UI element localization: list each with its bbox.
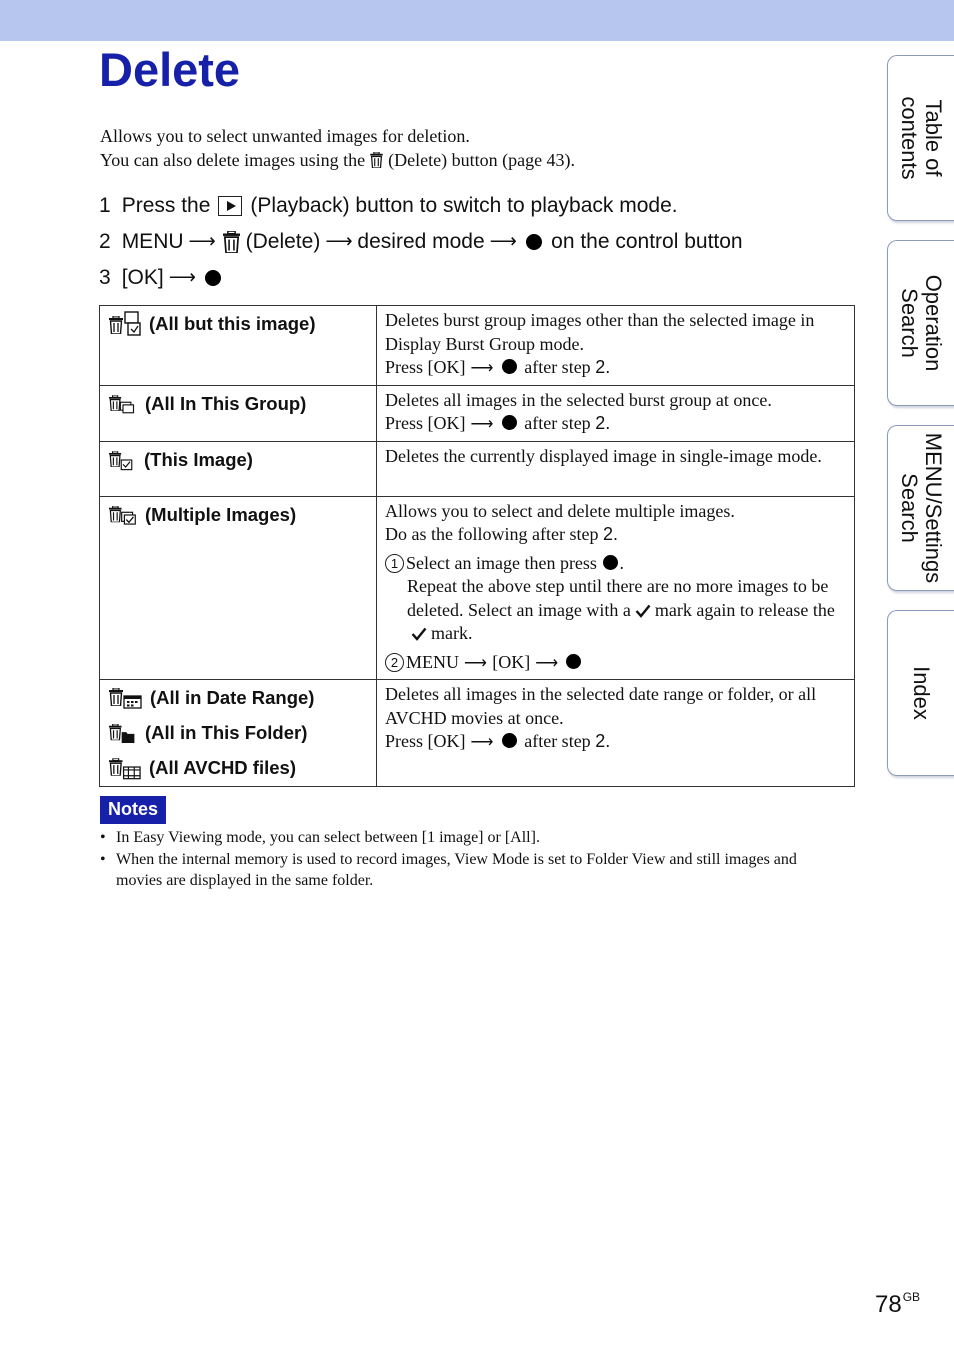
- step-ref: 2.: [595, 413, 611, 433]
- press-ok: Press [OK]: [385, 357, 466, 377]
- mode-cell: [100, 680, 377, 787]
- press-ok: Press [OK]: [385, 731, 466, 751]
- mode-item: [100, 306, 376, 338]
- control-center-dot-icon: [502, 359, 517, 374]
- description-text: Deletes all images in the selected date range or folder, or all AVCHD movies at once.: [385, 684, 817, 728]
- arrow-icon: ⟶: [470, 733, 494, 751]
- arrow-icon: ⟶: [470, 415, 494, 433]
- tab-menu-settings-search[interactable]: [887, 425, 954, 591]
- mode-cell: [100, 306, 377, 386]
- step-number: 3: [99, 266, 111, 289]
- step-ref: 2.: [602, 524, 618, 544]
- tab-label: Search: [897, 473, 922, 543]
- after-step-text: Do as the following after step: [385, 524, 599, 544]
- intro-line-2-pre: You can also delete images using the: [100, 150, 366, 170]
- tab-label: Operation: [921, 274, 946, 372]
- delete-all-avchd-icon: [109, 754, 142, 782]
- step-2-mode: desired mode: [357, 230, 485, 253]
- mode-label: (All but this image): [149, 313, 316, 334]
- top-banner: [0, 0, 954, 41]
- substep-1: 1 Select an image then press .: [385, 552, 846, 576]
- mode-label: (All in This Folder): [145, 722, 308, 743]
- substep-1-detail-mid: mark again to release the: [654, 599, 835, 620]
- press-ok-line: [385, 730, 846, 755]
- table-row: [100, 496, 855, 680]
- mode-item: [100, 750, 376, 782]
- step-1-post: (Playback) button to switch to playback mode.: [250, 194, 678, 217]
- intro-line-2-post: (Delete) button (page 43).: [388, 150, 576, 170]
- circled-number-2-icon: 2: [385, 653, 404, 672]
- mode-label: (This Image): [144, 448, 253, 470]
- step-3-ok: [OK]: [121, 266, 164, 289]
- mode-cell: [100, 441, 377, 496]
- mode-cell: [100, 496, 377, 680]
- page-suffix: GB: [902, 1290, 921, 1304]
- page-number-value: 78: [875, 1291, 902, 1318]
- check-mark-icon: [411, 627, 427, 641]
- tab-label: Table of: [921, 99, 946, 177]
- after-step: after step: [524, 731, 591, 751]
- arrow-icon: ⟶: [535, 653, 559, 672]
- mode-label: (Multiple Images): [145, 503, 297, 525]
- table-row: [100, 306, 855, 386]
- mode-item: [100, 715, 376, 747]
- control-center-dot-icon: [502, 415, 517, 430]
- arrow-icon: ⟶: [464, 653, 488, 672]
- step-2-menu: MENU: [121, 230, 184, 253]
- mode-item: [100, 680, 376, 712]
- description-cell: [377, 385, 855, 441]
- mode-item: [100, 386, 376, 418]
- intro-line-2: [100, 148, 575, 172]
- note-item: • When the internal memory is used to record images, View Mode is set to Folder View and still images and movies are displayed in the same folder.: [100, 849, 845, 892]
- substep-2-menu: MENU: [406, 651, 459, 672]
- tab-label: contents: [897, 96, 922, 180]
- press-ok-line: [385, 356, 846, 381]
- page-number: [875, 1290, 920, 1319]
- page-title: Delete: [99, 43, 241, 96]
- step-ref: 2.: [595, 357, 611, 377]
- tab-table-of-contents[interactable]: [887, 55, 954, 221]
- table-row: [100, 441, 855, 496]
- tab-label: Search: [897, 288, 922, 358]
- mode-label: (All in Date Range): [150, 687, 315, 708]
- arrow-icon: ⟶: [188, 231, 216, 252]
- substep-2-ok: [OK]: [492, 651, 531, 672]
- delete-all-in-date-range-icon: [109, 684, 143, 712]
- delete-this-image-icon: [109, 446, 137, 474]
- step-1: [99, 188, 743, 224]
- control-center-dot-icon: [205, 270, 221, 286]
- steps: [99, 188, 743, 296]
- trash-icon: [223, 231, 240, 253]
- check-mark-icon: [635, 604, 651, 618]
- press-ok: Press [OK]: [385, 413, 466, 433]
- intro-line-1: Allows you to select unwanted images for deletion.: [100, 126, 470, 146]
- after-step: after step: [524, 413, 591, 433]
- control-center-dot-icon: [526, 234, 542, 250]
- delete-all-but-this-icon: [109, 310, 141, 338]
- description-text: Deletes burst group images other than the selected image in Display Burst Group mode.: [385, 310, 815, 354]
- note-item: • In Easy Viewing mode, you can select between [1 image] or [All].: [100, 827, 845, 849]
- description-text: Deletes the currently displayed image in single-image mode.: [385, 445, 822, 466]
- tab-operation-search[interactable]: [887, 240, 954, 406]
- delete-modes-table: [99, 305, 855, 787]
- step-2-control: on the control button: [551, 230, 743, 253]
- step-3: [99, 260, 743, 296]
- table-row: [100, 385, 855, 441]
- description-cell: [377, 306, 855, 386]
- step-1-pre: Press the: [121, 194, 211, 217]
- intro: [100, 124, 575, 172]
- step-2: [99, 224, 743, 260]
- circled-number-1-icon: 1: [385, 554, 404, 573]
- step-ref: 2.: [595, 731, 611, 751]
- substep-1-detail: [385, 575, 846, 646]
- press-ok-line: [385, 412, 846, 437]
- control-center-dot-icon: [502, 733, 517, 748]
- substep-1-detail-pre: Repeat the above step until there are no more images to be deleted. Select an image with a: [407, 576, 829, 620]
- tab-index[interactable]: [887, 610, 954, 776]
- substep-1-text: Select an image then press: [406, 552, 597, 573]
- table-row: [100, 680, 855, 787]
- mode-item: [100, 497, 376, 529]
- substep-2: [385, 651, 846, 676]
- description-text: Allows you to select and delete multiple images.: [385, 500, 735, 521]
- notes-label: Notes: [100, 796, 166, 824]
- step-number: 1: [99, 194, 111, 217]
- notes-list: [100, 827, 845, 892]
- delete-multiple-images-icon: [109, 501, 138, 529]
- description-text: Deletes all images in the selected burst group at once.: [385, 389, 772, 410]
- delete-all-in-folder-icon: [109, 719, 138, 747]
- substep-1-detail-post: mark.: [431, 623, 473, 643]
- arrow-icon: ⟶: [168, 267, 196, 288]
- arrow-icon: ⟶: [470, 359, 494, 377]
- step-number: 2: [99, 230, 111, 253]
- after-step: after step: [524, 357, 591, 377]
- description-cell: [377, 496, 855, 680]
- mode-label: (All AVCHD files): [149, 757, 296, 778]
- description-cell: [377, 441, 855, 496]
- control-center-dot-icon: [566, 654, 581, 669]
- description-cell: [377, 680, 855, 787]
- control-center-dot-icon: [603, 555, 618, 570]
- arrow-icon: ⟶: [325, 231, 353, 252]
- mode-label: (All In This Group): [145, 392, 307, 414]
- playback-icon: [218, 196, 242, 216]
- delete-all-in-group-icon: [109, 390, 137, 418]
- mode-item: [100, 442, 376, 474]
- arrow-icon: ⟶: [489, 231, 517, 252]
- mode-cell: [100, 385, 377, 441]
- trash-icon: [370, 152, 383, 168]
- step-2-delete: (Delete): [245, 230, 321, 253]
- tab-label: Index: [909, 666, 934, 720]
- tab-label: MENU/Settings: [921, 432, 946, 584]
- after-step-line: [385, 523, 846, 547]
